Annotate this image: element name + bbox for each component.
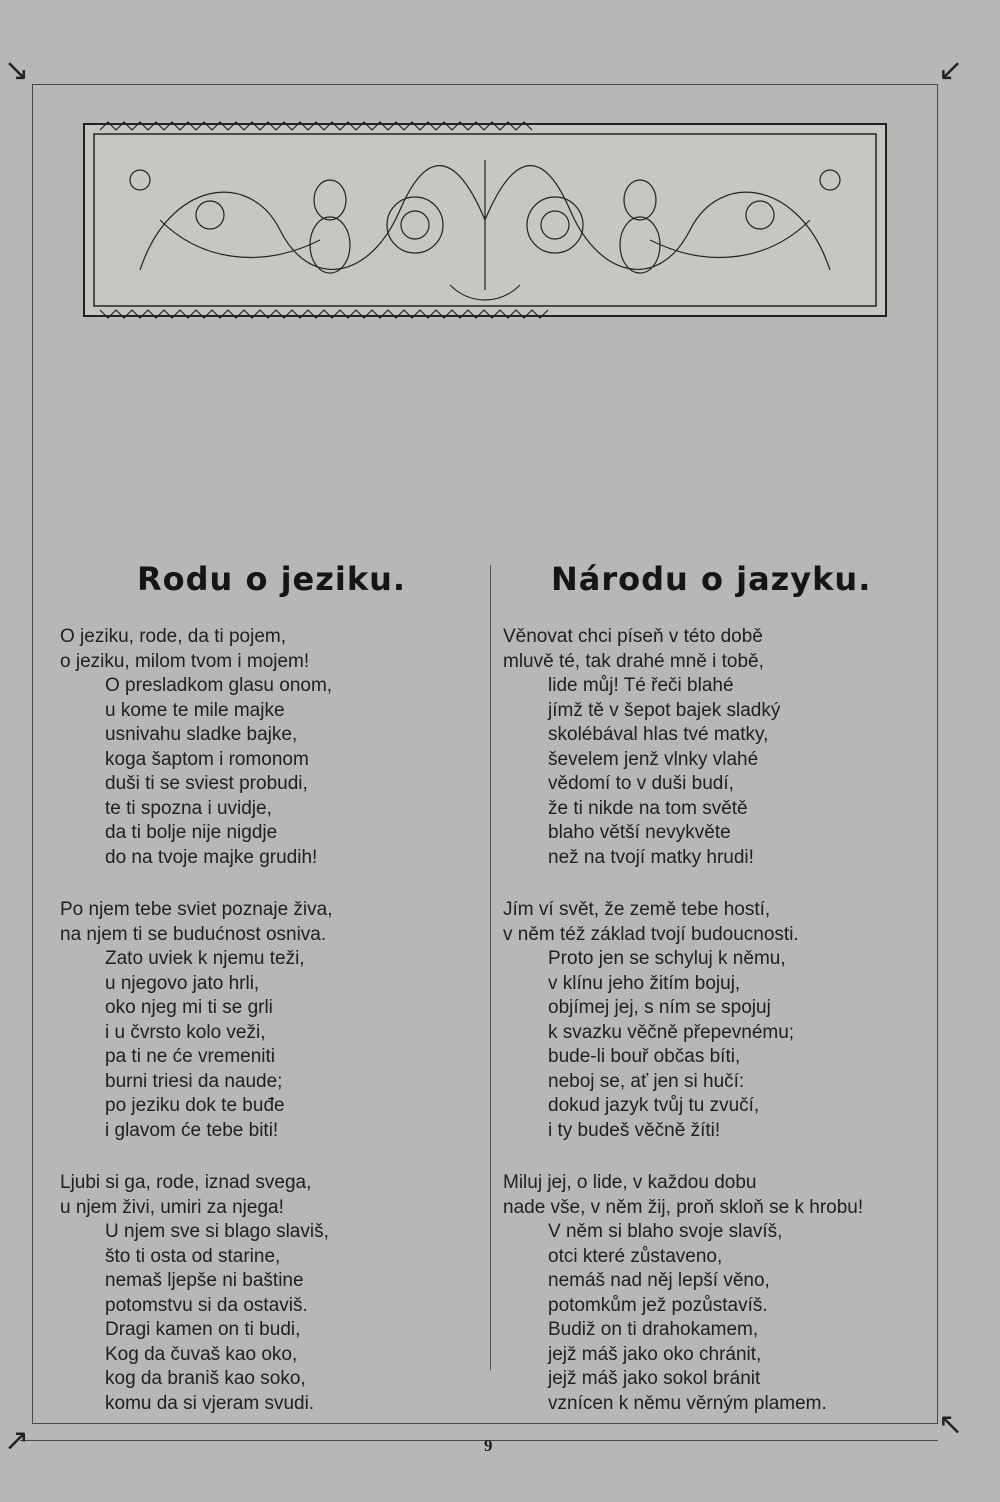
verse-line: pa ti ne će vremeniti bbox=[105, 1046, 276, 1067]
column-divider bbox=[490, 565, 491, 1370]
verse-line: v něm též základ tvojí budoucnosti. bbox=[503, 923, 799, 945]
verse-line: nemáš nad něj lepší věno, bbox=[548, 1270, 770, 1291]
verse-line: do na tvoje majke grudih! bbox=[105, 846, 318, 868]
verse-line: Po njem tebe sviet poznaje živa, bbox=[60, 899, 333, 920]
verse-line: burni triesi da naude; bbox=[105, 1070, 283, 1092]
stanza bbox=[60, 625, 460, 870]
corner-mark-bottom-right: ↖ bbox=[938, 1407, 964, 1442]
verse-line: potomkům jež pozůstavíš. bbox=[548, 1294, 768, 1316]
verse-line: duši ti se sviest probudi, bbox=[105, 773, 308, 794]
verse-line: na njem ti se budućnost osniva. bbox=[60, 923, 327, 945]
verse-line: da ti bolje nije nigdje bbox=[105, 822, 278, 843]
verse-line: k svazku věčně přepevnému; bbox=[548, 1021, 795, 1043]
verse-line: potomstvu si da ostaviš. bbox=[105, 1294, 308, 1316]
corner-mark-top-left: ↘ bbox=[4, 53, 30, 88]
verse-line: skolébával hlas tvé matky, bbox=[548, 724, 769, 745]
verse-line: i ty budeš věčně žíti! bbox=[548, 1119, 721, 1141]
verse-line: usnivahu sladke bajke, bbox=[105, 724, 298, 745]
stanza bbox=[503, 898, 903, 1143]
verse-line: dokud jazyk tvůj tu zvučí, bbox=[548, 1095, 760, 1116]
verse-line: oko njeg mi ti se grli bbox=[105, 997, 273, 1018]
verse-line: Věnovat chci píseň v této době bbox=[503, 626, 763, 647]
verse-line: jejž máš jako sokol bránit bbox=[548, 1368, 761, 1389]
verse-line: Kog da čuvaš kao oko, bbox=[105, 1343, 298, 1365]
decorative-header-ornament bbox=[80, 120, 890, 320]
verse-line: lide můj! Té řeči blahé bbox=[548, 675, 734, 696]
verse-line: u njegovo jato hrli, bbox=[105, 972, 260, 994]
verse-line: neboj se, ať jen si hučí: bbox=[548, 1070, 745, 1092]
verse-line: V něm si blaho svoje slavíš, bbox=[548, 1221, 783, 1242]
verse-line: vědomí to v duši budí, bbox=[548, 773, 734, 794]
page-number: 9 bbox=[484, 1436, 493, 1455]
stanza bbox=[60, 1171, 460, 1416]
right-poem-title: Národu o jazyku. bbox=[551, 560, 872, 598]
verse-line: jímž tě v šepot bajek sladký bbox=[548, 699, 781, 721]
verse-line: nade vše, v něm žij, proň skloň se k hrobu! bbox=[503, 1196, 864, 1218]
verse-line: kog da braniš kao soko, bbox=[105, 1368, 306, 1389]
left-poem-body bbox=[60, 625, 460, 1444]
verse-line: po jeziku dok te buđe bbox=[105, 1095, 285, 1116]
verse-line: Jím ví svět, že země tebe hostí, bbox=[503, 899, 771, 920]
stanza bbox=[503, 625, 903, 870]
verse-line: i u čvrsto kolo veži, bbox=[105, 1021, 266, 1043]
verse-line: blaho větší nevykvěte bbox=[548, 822, 731, 843]
verse-line: Miluj jej, o lide, v každou dobu bbox=[503, 1172, 757, 1193]
verse-line: te ti spozna i uvidje, bbox=[105, 797, 272, 819]
verse-line: O jeziku, rode, da ti pojem, bbox=[60, 626, 286, 647]
verse-line: nemaš ljepše ni baštine bbox=[105, 1270, 304, 1291]
verse-line: bude-li bouř občas bíti, bbox=[548, 1046, 741, 1067]
verse-line: objímej jej, s ním se spojuj bbox=[548, 997, 771, 1018]
left-poem-title: Rodu o jeziku. bbox=[137, 560, 407, 598]
verse-line: što ti osta od starine, bbox=[105, 1245, 281, 1267]
verse-line: mluvě té, tak drahé mně i tobě, bbox=[503, 650, 764, 672]
verse-line: u njem živi, umiri za njega! bbox=[60, 1196, 284, 1218]
verse-line: vznícen k němu věrným plamem. bbox=[548, 1392, 827, 1414]
verse-line: O presladkom glasu onom, bbox=[105, 675, 333, 696]
verse-line: otci které zůstaveno, bbox=[548, 1245, 723, 1267]
verse-line: Dragi kamen on ti budi, bbox=[105, 1319, 301, 1340]
verse-line: Budiž on ti drahokamem, bbox=[548, 1319, 759, 1340]
verse-line: Proto jen se schyluj k němu, bbox=[548, 948, 786, 969]
verse-line: u kome te mile majke bbox=[105, 699, 285, 721]
corner-mark-bottom-left: ↗ bbox=[4, 1423, 30, 1458]
verse-line: než na tvojí matky hrudi! bbox=[548, 846, 754, 868]
verse-line: Ljubi si ga, rode, iznad svega, bbox=[60, 1172, 312, 1193]
verse-line: že ti nikde na tom světě bbox=[548, 797, 748, 819]
corner-mark-top-right: ↙ bbox=[938, 53, 964, 88]
stanza bbox=[503, 1171, 903, 1416]
verse-line: komu da si vjeram svudi. bbox=[105, 1392, 315, 1414]
verse-line: jejž máš jako oko chránit, bbox=[548, 1343, 762, 1365]
verse-line: ševelem jenž vlnky vlahé bbox=[548, 748, 759, 770]
verse-line: o jeziku, milom tvom i mojem! bbox=[60, 650, 310, 672]
verse-line: koga šaptom i romonom bbox=[105, 748, 309, 770]
verse-line: U njem sve si blago slaviš, bbox=[105, 1221, 329, 1242]
right-poem-body bbox=[503, 625, 903, 1444]
stanza bbox=[60, 898, 460, 1143]
verse-line: Zato uviek k njemu teži, bbox=[105, 948, 305, 969]
verse-line: i glavom će tebe biti! bbox=[105, 1119, 279, 1141]
verse-line: v klínu jeho žitím bojuj, bbox=[548, 972, 741, 994]
